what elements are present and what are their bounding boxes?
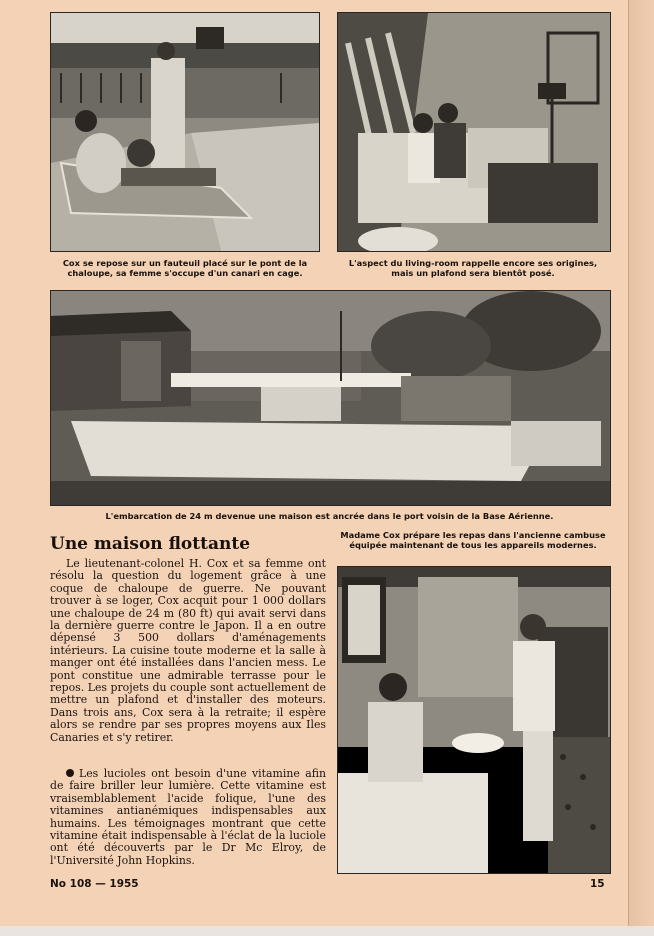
caption-top-right: L'aspect du living-room rappelle encore ses origines, mais un plafond sera bientôt posé.: [348, 258, 598, 278]
page-number: 15: [590, 878, 605, 890]
article-paragraph-1: Le lieutenant-colonel H. Cox et sa femme ont résolu la question du logement grâce à une coque de chaloupe de guerre. Ne pouvant trouver à se loger, Cox acquit pour 1 000 dollars une chaloupe de 24 m (80 ft) qui avait servi dans la dernière guerre contre le Japon. Il a en outre dépensé 3 500 dollars d'aménagements intérieurs. La cuisine toute moderne et la salle à manger ont été installées dans l'ancien mess. Le pont constitue une admirable terrasse pour le repos. Les projets du couple sont actuellement de mettre un plafond et d'installer des moteurs. Dans trois ans, Cox sera à la retraite; il espère alors se rendre par ses propres moyens aux Iles Canaries et s'y retirer.: [50, 557, 326, 744]
article-paragraph-2-text: Les lucioles ont besoin d'une vitamine afin de faire briller leur lumière. Cette vitamine est vraisemblablement l'acide folique, l'une des vitamines antianémiques indispensables aux humains. Les témoignages montrant que cette vitamine était indispensable à l'éclat de la luciole ont été découverts par le Dr Mc Elroy, de l'Université John Hopkins.: [50, 767, 326, 867]
photo-boat-harbor: [50, 290, 611, 506]
photo-deck-chair: [50, 12, 320, 252]
page-edge: [628, 0, 654, 936]
photo-living-room: [337, 12, 611, 252]
caption-middle: L'embarcation de 24 m devenue une maison est ancrée dans le port voisin de la Base Aérienne.: [105, 511, 554, 521]
article-paragraph-2: [50, 768, 326, 867]
caption-top-left: Cox se repose sur un fauteuil placé sur le pont de la chaloupe, sa femme s'occupe d'un canari en cage.: [62, 258, 308, 278]
photo-kitchen: [337, 566, 611, 874]
caption-bottom-right: Madame Cox prépare les repas dans l'ancienne cambuse équipée maintenant de tous les appareils modernes.: [340, 530, 606, 550]
issue-footer: No 108 — 1955: [50, 878, 139, 890]
article-title: Une maison flottante: [50, 534, 251, 554]
scan-bottom-strip: [0, 926, 654, 936]
bullet-icon: [66, 769, 74, 777]
